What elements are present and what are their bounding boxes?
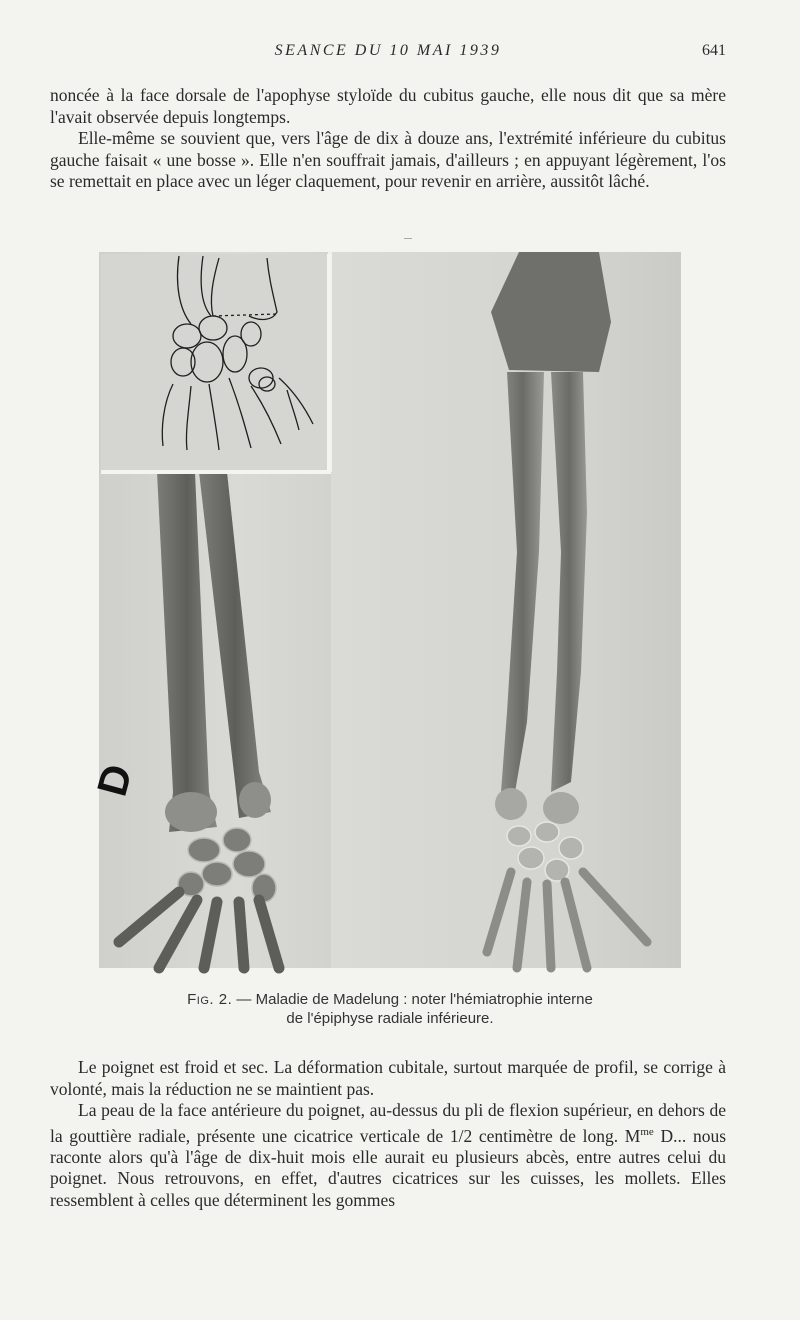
right-arm-bones [491, 252, 611, 824]
decorative-dash [404, 238, 412, 239]
left-metacarpals [119, 892, 279, 968]
paragraph-skin-part-1: La peau de la face antérieure du poignet, au-dessus du pli de flexion supérieur, en dehors de la gouttière radiale, présente une cicatrice verticale de 1/2 centimètre de long. M [50, 1100, 726, 1146]
running-title: SEANCE DU 10 MAI 1939 [274, 42, 502, 59]
paragraph-continuation: noncée à la face dorsale de l'apophyse styloïde du cubitus gauche, elle nous dit que sa mère l'avait observée depuis longtemps. [50, 85, 726, 127]
figure-xray [87, 252, 681, 968]
page-header [50, 42, 726, 64]
bottom-text-block [50, 1057, 726, 1211]
figure-label: Fig. 2. [187, 991, 233, 1008]
left-carpal-bones [178, 828, 276, 902]
paragraph-skin [50, 1100, 726, 1211]
film-marker: D [87, 759, 141, 801]
caption-line-2: de l'épiphyse radiale inférieure. [286, 1010, 494, 1027]
page-number: 641 [702, 42, 726, 59]
right-carpal-bones [507, 822, 583, 881]
wrist-sketch [101, 254, 327, 470]
paragraph-wrist: Le poignet est froid et sec. La déformation cubitale, surtout marquée de profil, se corrige à volonté, mais la réduction ne se maintient pas. [50, 1057, 726, 1099]
caption-line-1 [100, 990, 680, 1009]
figure-caption [100, 990, 680, 1028]
paragraph-memory: Elle-même se souvient que, vers l'âge de dix à douze ans, l'extrémité inférieure du cubitus gauche faisait « une bosse ». Elle n'en souffrait jamais, d'ailleurs ; en appuyant légèrement, l'os se remettait en place avec un léger claquement, pour revenir en arrière, aussitôt lâché. [50, 128, 726, 191]
left-forearm-bones [157, 472, 271, 832]
wrist-line-drawing-inset [101, 254, 331, 474]
right-metacarpals [487, 872, 647, 968]
top-text-block [50, 85, 726, 193]
title-superscript: me [640, 1125, 654, 1138]
caption-text-1: — Maladie de Madelung : noter l'hémiatrophie interne [232, 991, 593, 1008]
paragraph-skin-part-2: D... nous raconte alors qu'à l'âge de dix-huit mois elle aurait eu plusieurs abcès, entre autres celui du poignet. Nous retrouvons, en effet, d'autres cicatrices sur les cuisses, les mollets. Elles ressemblent à celles que déterminent les gommes [50, 1125, 727, 1210]
